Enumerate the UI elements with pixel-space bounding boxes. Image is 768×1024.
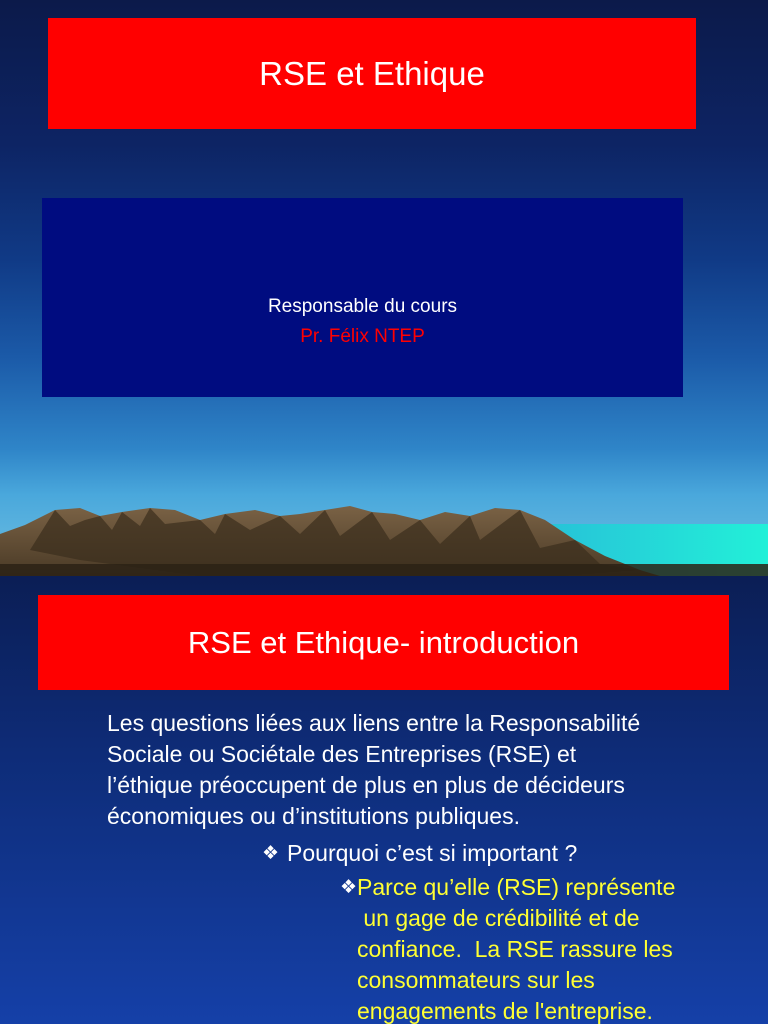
- bullet-line: Parce qu’elle (RSE) représente: [357, 874, 676, 900]
- paragraph-line: l’éthique préoccupent de plus en plus de décideurs: [107, 772, 625, 798]
- mountain-landscape-illustration: [0, 490, 768, 576]
- paragraph-line: économiques ou d’institutions publiques.: [107, 803, 520, 829]
- bullet-line: consommateurs sur les: [357, 967, 595, 993]
- course-info-box: [42, 198, 683, 397]
- slide-introduction: [0, 576, 768, 1024]
- intro-title-banner: [38, 595, 729, 690]
- course-responsible-label: Responsable du cours: [267, 296, 458, 317]
- four-diamond-bullet-icon: ❖: [262, 843, 280, 864]
- title-banner: [48, 18, 696, 129]
- four-diamond-bullet-icon: ❖: [340, 877, 358, 898]
- intro-paragraph: [107, 708, 727, 832]
- intro-title-text: RSE et Ethique- introduction: [187, 624, 580, 660]
- slide-title-text: RSE et Ethique: [259, 54, 485, 92]
- bullet-why-important: [262, 838, 742, 869]
- paragraph-line: Sociale ou Sociétale des Entreprises (RSE) et: [107, 741, 577, 767]
- bullet-credibility: [340, 872, 735, 1024]
- foreground-shore: [0, 564, 768, 576]
- bullet-text: Pourquoi c’est si important ?: [287, 840, 578, 866]
- bullet-line: engagements de l'entreprise.: [357, 998, 653, 1024]
- professor-name: Pr. Félix NTEP: [300, 326, 425, 347]
- bullet-line: un gage de crédibilité et de: [357, 905, 640, 931]
- bullet-line: confiance. La RSE rassure les: [357, 936, 673, 962]
- paragraph-line: Les questions liées aux liens entre la Responsabilité: [107, 710, 641, 736]
